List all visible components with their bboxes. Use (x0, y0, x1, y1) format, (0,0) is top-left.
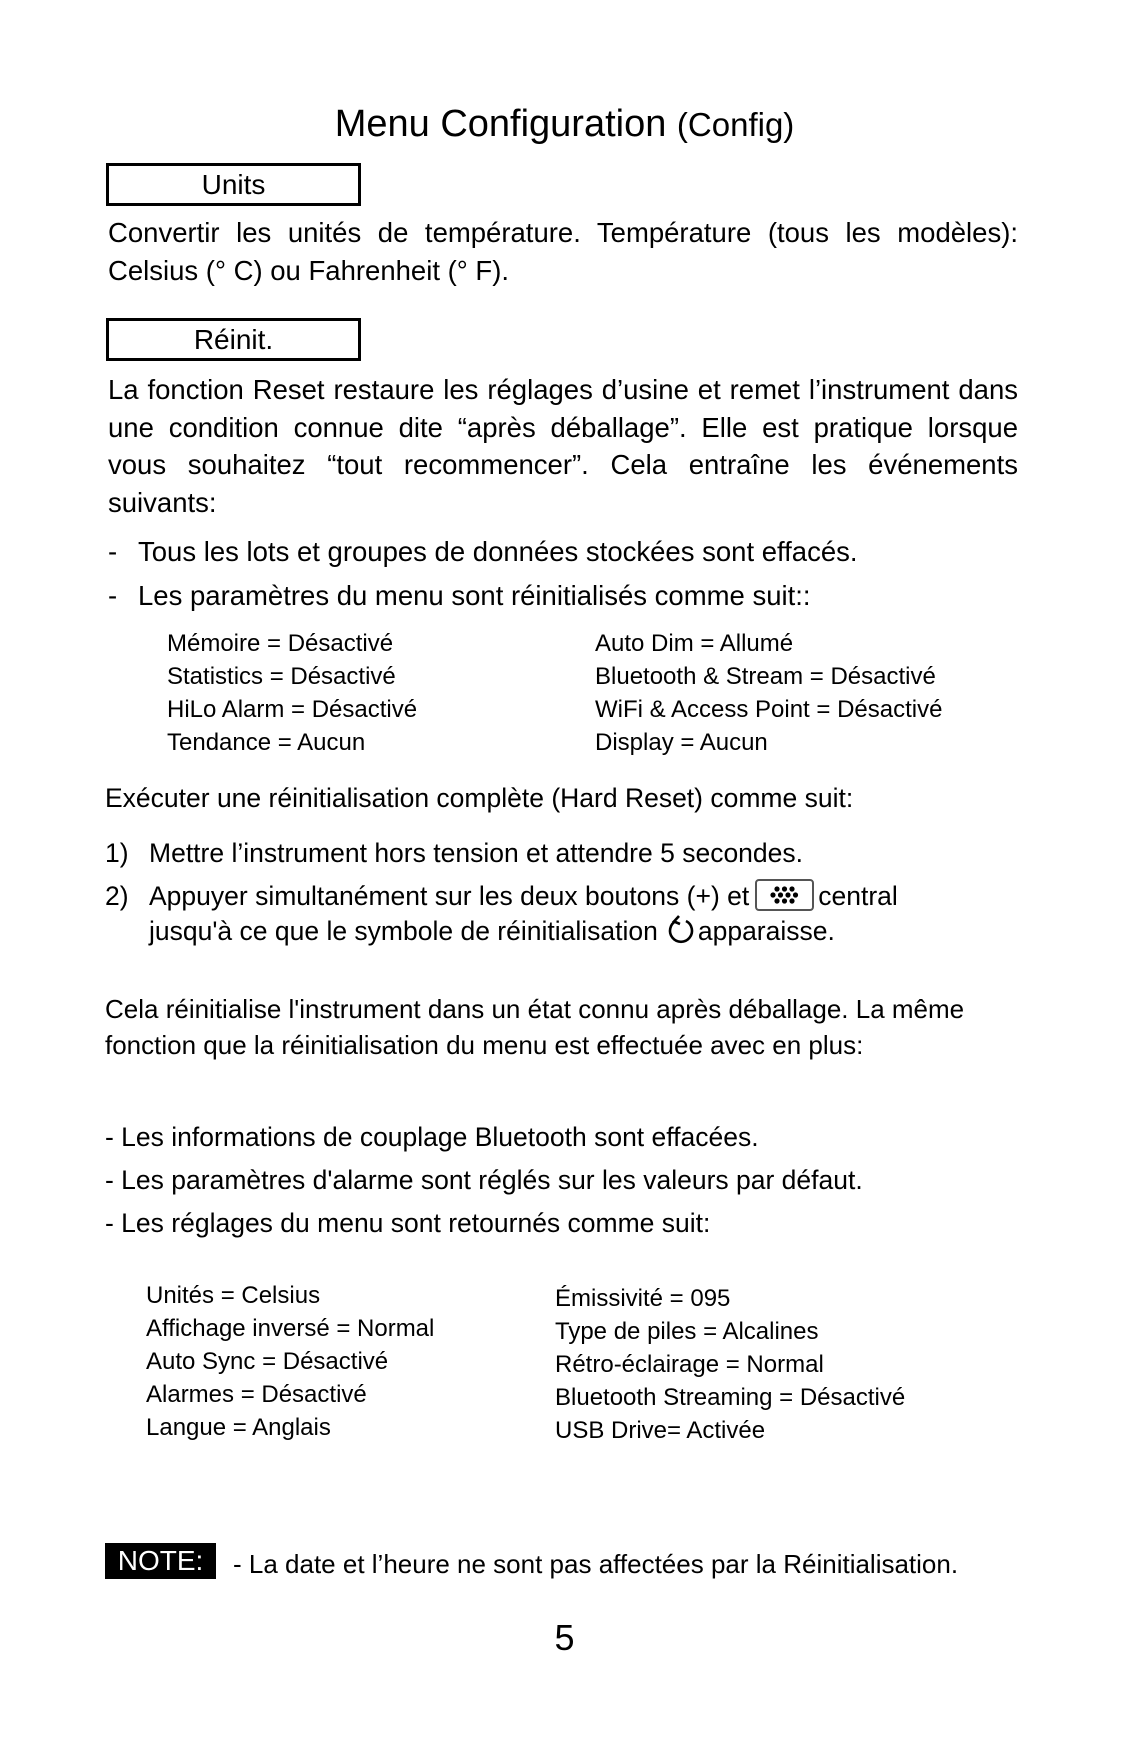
setting-item: Bluetooth Streaming = Désactivé (555, 1384, 906, 1411)
page-number: 5 (554, 1617, 575, 1658)
setting-item: Rétro-éclairage = Normal (555, 1351, 824, 1378)
reset-circular-arrow-icon (666, 915, 696, 945)
setting-item: Unités = Celsius (146, 1282, 321, 1309)
hard-reset-bullet: - Les informations de couplage Bluetooth sont effacées. (105, 1122, 759, 1152)
setting-item: Alarmes = Désactivé (146, 1381, 367, 1408)
setting-item: USB Drive= Activée (555, 1417, 766, 1444)
reset-bullet: - Tous les lots et groupes de données stockées sont effacés. (108, 536, 858, 567)
hard-reset-settings-right (555, 1282, 905, 1447)
hard-reset-bullet: - Les paramètres d'alarme sont réglés sur les valeurs par défaut. (105, 1165, 863, 1195)
hard-reset-intro: Exécuter une réinitialisation complète (Hard Reset) comme suit: (105, 783, 854, 813)
units-heading-box: Units (106, 163, 361, 206)
hard-reset-bullet: - Les réglages du menu sont retournés comme suit: (105, 1208, 711, 1238)
setting-item: Affichage inversé = Normal (146, 1315, 435, 1342)
page-title-suffix: (Config) (676, 106, 795, 143)
page-title-main: Menu Configuration (334, 103, 667, 145)
setting-item: Mémoire = Désactivé (167, 630, 394, 657)
reset-bullet: - Les paramètres du menu sont réinitialisés comme suit:: (108, 580, 811, 611)
setting-item: Tendance = Aucun (167, 729, 366, 756)
setting-item: Bluetooth & Stream = Désactivé (595, 663, 936, 690)
setting-item: Auto Dim = Allumé (595, 630, 794, 657)
reset-heading-box: Réinit. (106, 318, 361, 361)
hard-reset-step-2: 2) Appuyer simultanément sur les deux boutons (+) et central (105, 881, 898, 911)
reset-settings-left (167, 627, 417, 759)
note-text: - La date et l’heure ne sont pas affectées par la Réinitialisation. (233, 1549, 959, 1579)
setting-item: Statistics = Désactivé (167, 663, 396, 690)
setting-item: HiLo Alarm = Désactivé (167, 696, 418, 723)
page-title (0, 102, 1129, 147)
setting-item: Type de piles = Alcalines (555, 1318, 819, 1345)
setting-item: Langue = Anglais (146, 1414, 331, 1441)
setting-item: Auto Sync = Désactivé (146, 1348, 389, 1375)
bullet-dash: - (108, 580, 118, 611)
keypad-dots-button-icon (755, 879, 814, 911)
hard-reset-settings-left (146, 1279, 434, 1444)
hard-reset-step-1: 1) Mettre l’instrument hors tension et attendre 5 secondes. (105, 838, 804, 868)
setting-item: WiFi & Access Point = Désactivé (595, 696, 943, 723)
bullet-dash: - (108, 536, 118, 567)
note-badge: NOTE: (105, 1543, 216, 1579)
reset-intro: La fonction Reset restaure les réglages d’usine et remet l’instrument dans une condition connue dite “après déballage”. Elle est pratique lorsque vous souhaitez “tout recommencer”. Cela entraîne les événements suivants: (108, 374, 1018, 518)
hard-reset-result: Cela réinitialise l'instrument dans un état connu après déballage. La même fonction que la réinitialisation du menu est effectuée avec en plus: (105, 994, 965, 1060)
units-description: Convertir les unités de température. Température (tous les modèles): Celsius (° C) ou Fahrenheit (° F). (108, 217, 1018, 286)
setting-item: Émissivité = 095 (555, 1285, 731, 1312)
reset-settings-right (595, 627, 942, 759)
setting-item: Display = Aucun (595, 729, 768, 756)
hard-reset-step-2-line-2: jusqu'à ce que le symbole de réinitialisation apparaisse. (149, 916, 835, 946)
